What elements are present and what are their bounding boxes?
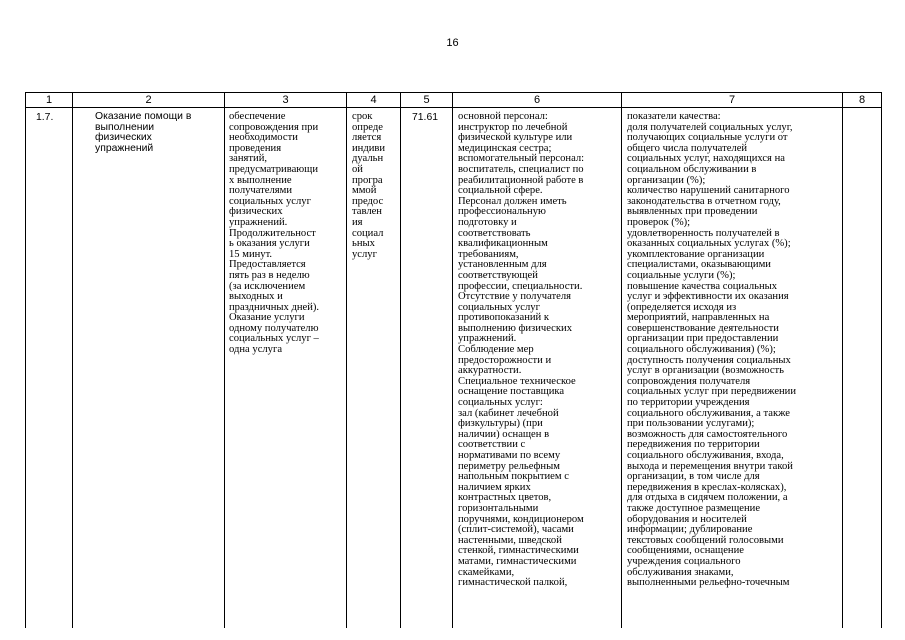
services-table (25, 92, 882, 628)
service-rate: 71.61 (412, 112, 439, 123)
cell-column-8 (843, 108, 882, 629)
cell-service-name (73, 108, 225, 629)
service-name: Оказание помощи в выполнении физических упражнений (95, 111, 192, 154)
column-number-3: 3 (225, 93, 347, 108)
cell-service-term (347, 108, 401, 629)
service-description: обеспечение сопровождения при необходимости проведения занятий, предусматривающи х выполнение получателями социальных услуг физических упражнений. Продолжительност ь оказания услуги 15 минут. Предоставляется пять раз в неделю (за исключением выходных и праздничных дней). Оказание услуги одному получателю социальных услуг – одна услуга (229, 111, 320, 356)
service-term: срок опреде ляется индиви дуальн ой програ ммой предос тавлен ия социал ьных услуг (352, 111, 386, 260)
cell-service-description (225, 108, 347, 629)
column-number-7: 7 (622, 93, 843, 108)
service-conditions: основной персонал: инструктор по лечебной физической культуре или медицинская сестра; вспомогательный персонал: воспитатель, специалист по реабилитационной работе в социальной сфере. Персонал должен иметь профессиональную подготовку и соответствовать квалификационным требованиям, установленным для соответствующей профессии, специальности. Отсутствие у получателя социальных услуг противопоказаний к выполнению физических упражнений. Соблюдение мер предосторожности и аккуратности. Специальное техническое оснащение поставщика социальных услуг: зал (кабинет лечебной физкультуры) (при наличии) оснащен в соответствии с нормативами по всему периметру рельефным напольным покрытием с наличием ярких контрастных цветов, горизонтальными поручнями, кондиционером (сплит-системой), часами настенными, шведской стенкой, гимнастическими матами, гимнастическими скамейками, гимнастической палкой, (458, 111, 585, 589)
page-number: 16 (446, 37, 459, 49)
cell-quality-indicators (622, 108, 843, 629)
quality-indicators: показатели качества: доля получателей социальных услуг, получающих социальные услуги от общего числа получателей социальных услуг, находящихся на социальном обслуживании в организации (%); количество нарушений санитарного законодательства в отчетном году, выявленных при проведении проверок (%); удовлетворенность получателей в оказанных социальных услугах (%); укомплектование организации специалистами, оказывающими социальные услуги (%); повышение качества социальных услуг и эффективности их оказания (определяется исходя из мероприятий, направленных на совершенствование деятельности организации при предоставлении социального обслуживания) (%); доступность получения социальных услуг в организации (возможность сопровождения получателя социальных услуг при передвижении по территории учреждения социального обслуживания, а также при пользовании услугами); возможность для самостоятельного передвижения по территории социального обслуживания, входа, выхода и перемещения внутри такой организации, в том числе для передвижения в креслах-колясках), для отдыха в сидячем положении, а также доступное размещение оборудования и носителей информации; дублирование текстовых сообщений голосовыми сообщениями, оснащение учреждения социального обслуживания знаками, выполненными рельефно-точечным (627, 111, 797, 589)
column-number-1: 1 (26, 93, 73, 108)
column-number-4: 4 (347, 93, 401, 108)
cell-item-number (26, 108, 73, 629)
cell-service-rate (401, 108, 453, 629)
column-8-value (843, 108, 881, 112)
column-number-8: 8 (843, 93, 882, 108)
item-number: 1.7. (36, 112, 54, 123)
column-number-row (26, 93, 882, 108)
column-number-2: 2 (73, 93, 225, 108)
column-number-6: 6 (453, 93, 622, 108)
column-number-5: 5 (401, 93, 453, 108)
cell-service-conditions (453, 108, 622, 629)
table-row (26, 108, 882, 629)
